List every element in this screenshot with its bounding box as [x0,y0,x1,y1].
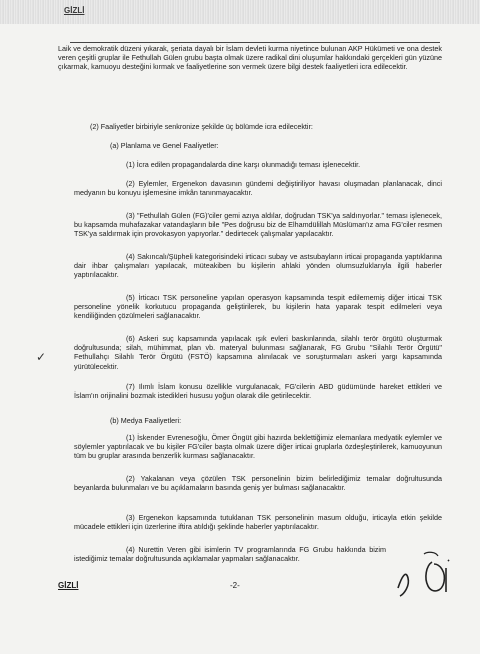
item-a2: (2) Eylemler, Ergenekon davasının gündemi değiştiriliyor havası oluşmadan planlanacak, dinci medyanın bu konuyu işlemesine imkân tanınmayacaktır. [74,179,442,198]
item-b2: (2) Yakalanan veya çözülen TSK personelinin bizim belirlediğimiz temalar doğrultusunda beyanlarda bulunmaları ve bu açıklamaların basında geniş yer bulması sağlanacaktır. [74,474,442,493]
item-b1: (1) İskender Evrenesoğlu, Ömer Öngüt gibi hazırda beklettiğimiz elemanlara medyatik eylemler ve söylemler yaptırılacak ve bu kişiler FG'ciler başta olmak üzere diğer irticai gruplarla özdeşleştirilerek, kamuoyunun tüm bu gruplar arasında benzerlik kurması sağlanacaktır. [74,433,442,461]
item-b4: (4) Nurettin Veren gibi isimlerin TV programlarında FG Grubu hakkında bizim istediğimiz temalar doğrultusunda açıklamalar yapmaları sağlanacaktır. [74,545,386,564]
intro-paragraph: Laik ve demokratik düzeni yıkarak, şeriata dayalı bir İslam devleti kurma niyetince bulunan AKP Hükümeti ve ona destek veren çeşitli gruplar ile Fethullah Gülen grubu başta olmak üzere radikal dini oluşumlar hakkındaki gerçekleri gün yüzüne çıkarmak, kamuoyu desteğini kırmak ve faaliyetlerine son vermek üzere bilgi destek faaliyetleri icra edilecektir. [58,44,442,72]
handwritten-check-mark: ✓ [36,350,47,364]
item-a3: (3) "Fethullah Gülen (FG)'ciler gemi azıya aldılar, doğrudan TSK'ya saldırıyorlar." teması işlenecek, bu kapsamda muhafazakar vatandaşların bile "Pes doğrusu biz de Elhamdülillah Müslüman'ız ama FG'ciler resmen TSK'ya saldırmak için provokasyon yapıyorlar." dedirtecek çalışmalar yapılacaktır. [74,211,442,239]
item-a5: (5) İrticacı TSK personeline yapılan operasyon kapsamında tespit edilememiş diğer irticai TSK personeline yönelik korkutucu propaganda geliştirilerek, bu kişilerin hata yaparak tespit edilmeleri veya kendiliğinden çözülmeleri sağlanacaktır. [74,293,442,321]
section-2-heading: (2) Faaliyetler birbiriyle senkronize şekilde üç bölümde icra edilecektir: [90,122,313,131]
item-a1: (1) İcra edilen propagandalarda dine karşı olunmadığı teması işlenecektir. [126,160,361,169]
classification-header: GİZLİ [64,6,85,15]
item-a4: (4) Sakıncalı/Şüpheli kategorisindeki irticacı subay ve astsubayların irticai propaganda yaptıklarına dair ihbar çalışmaları yapılacak, müteakiben bu kişilerin ahlaki yönden olumsuzluklarıyla ilgili haberler yaptırılacaktır. [74,252,442,280]
section-b-heading: (b) Medya Faaliyetleri: [110,416,182,425]
classification-footer: GİZLİ [58,581,79,590]
header-rule [70,42,440,43]
page-number: -2- [230,581,240,590]
section-a-heading: (a) Planlama ve Genel Faaliyetler: [110,141,219,150]
item-a7: (7) Ilımlı İslam konusu özellikle vurgulanacak, FG'cilerin ABD güdümünde hareket ettikleri ve İslam'ın orijinalini bozmak istedikleri hususu yoğun olarak dile getirilecektir. [74,382,442,401]
item-a6: (6) Askeri suç kapsamında yapılacak ışık evleri baskınlarında, silahlı terör örgütü oluşturmak doğrultusunda; silah, mühimmat, plan vb. materyal bulunması sağlanarak, FG Grubu "Silahlı Terör Örgütü" Fethullahçı Silahlı Terör Örgütü (FSTÖ) kapsamına alınılacak ve soruşturmaları askeri yargı kapsamında yürütülecektir. [74,334,442,371]
handwritten-signature [392,548,462,600]
item-b3: (3) Ergenekon kapsamında tutuklanan TSK personelinin masum olduğu, irticayla etkin şekilde mücadele ettikleri için üzerlerine iftira atıldığı şeklinde haberler yaptırılacaktır. [74,513,442,532]
